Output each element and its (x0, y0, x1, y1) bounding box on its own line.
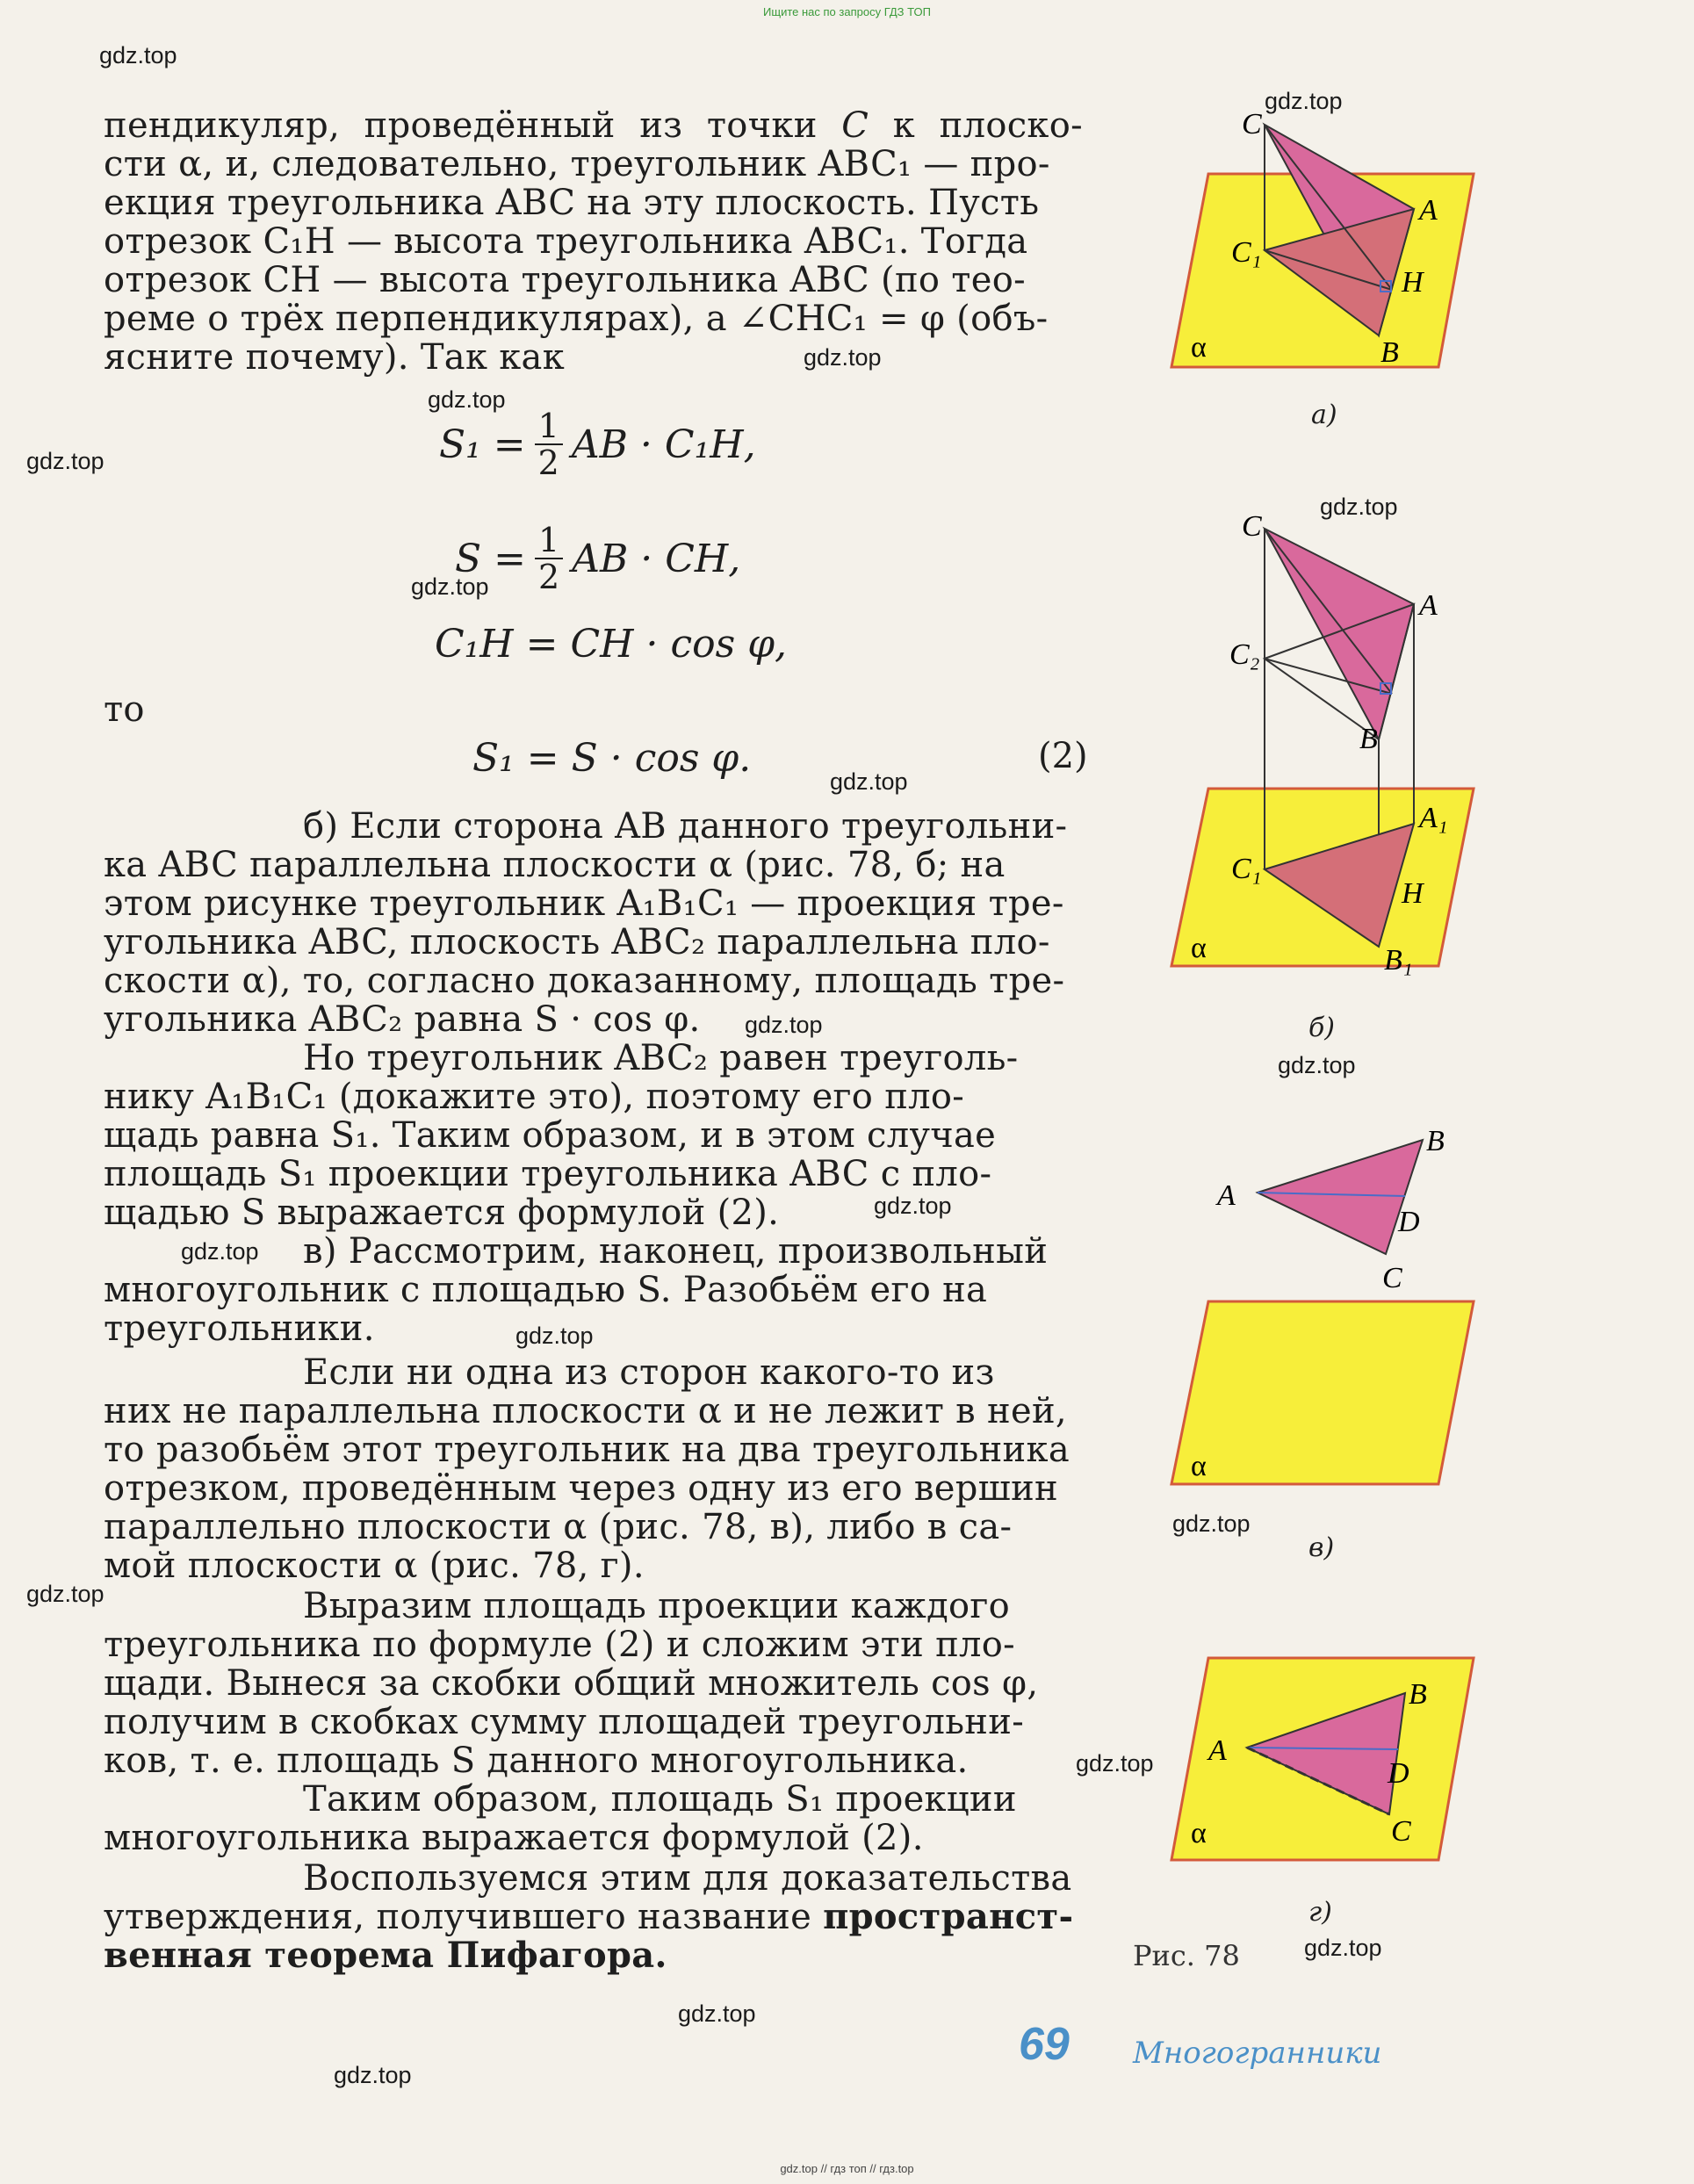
watermark: gdz.top (1076, 1750, 1154, 1777)
text-line: то разобьём этот треугольник на два треугольника (104, 1430, 1070, 1470)
text-line: Выразим площадь проекции каждого (303, 1586, 1011, 1626)
figure-b (1159, 509, 1484, 984)
label-A: A (1419, 589, 1438, 622)
label-C: C (1382, 1262, 1402, 1294)
text-line: треугольника по формуле (2) и сложим эти пло- (104, 1625, 1015, 1665)
text-line: Таким образом, площадь S₁ проекции (303, 1779, 1017, 1820)
text-line: Воспользуемся этим для доказательства (303, 1858, 1072, 1899)
watermark: gdz.top (830, 768, 908, 795)
text-line: сти α, и, следовательно, треугольник ABC₁ — про- (104, 144, 1050, 184)
label-B1: B₁ (1384, 944, 1413, 977)
text-line: угольника ABC₂ равна S · cos φ. (104, 999, 701, 1040)
watermark: gdz.top (1304, 1935, 1382, 1961)
figure-g (1159, 1642, 1484, 1888)
label-alpha: α (1191, 1450, 1207, 1482)
label-D: D (1388, 1757, 1409, 1790)
watermark: gdz.top (1278, 1052, 1356, 1078)
text-line: щадью S выражается формулой (2). (104, 1193, 780, 1233)
text-line: щадь равна S₁. Таким образом, и в этом случае (104, 1115, 997, 1156)
text-line: ясните почему). Так как (104, 337, 566, 378)
text-line: пендикуляр, проведённый из точки C к плоско- (104, 105, 1083, 146)
label-H: H (1402, 877, 1424, 910)
triangle-abc (1265, 529, 1414, 739)
watermark: gdz.top (1320, 494, 1398, 520)
label-C1: C₁ (1231, 853, 1262, 885)
text-line: параллельно плоскости α (рис. 78, в), либо в са- (104, 1507, 1013, 1547)
text-line: нику A₁B₁C₁ (докажите это), поэтому его пло- (104, 1077, 965, 1117)
plane-alpha (1171, 1301, 1474, 1484)
text-line: скости α), то, согласно доказанному, площадь тре- (104, 961, 1065, 1001)
label-alpha: α (1191, 932, 1207, 964)
label-C: C (1242, 108, 1262, 141)
text-line: Если ни одна из сторон какого-то из (303, 1352, 995, 1393)
text-line: в) Рассмотрим, наконец, произвольный (303, 1231, 1049, 1272)
caption-a: а) (1311, 400, 1337, 430)
text-line: угольника ABC, плоскость ABC₂ параллельна пло- (104, 922, 1050, 962)
watermark: gdz.top (745, 1012, 823, 1038)
watermark: gdz.top (334, 2062, 412, 2088)
watermark: gdz.top (99, 42, 177, 68)
text-line: ков, т. е. площадь S данного многоугольника. (104, 1741, 969, 1781)
label-H: H (1402, 266, 1424, 299)
watermark: gdz.top (26, 448, 105, 474)
label-alpha: α (1191, 331, 1207, 364)
watermark: gdz.top (1172, 1510, 1251, 1537)
text-line: реме о трёх перпендикулярах), а ∠CHC₁ = φ (объ- (104, 299, 1049, 339)
label-alpha: α (1191, 1817, 1207, 1849)
caption-b: б) (1308, 1013, 1336, 1043)
watermark: gdz.top (428, 386, 506, 413)
figure-a (1159, 105, 1484, 395)
bottom-note: gdz.top // гдз топ // гдз.top (780, 2162, 914, 2175)
watermark: gdz.top (804, 344, 882, 371)
label-C: C (1391, 1815, 1411, 1848)
text-line: екция треугольника ABC на эту плоскость. Пусть (104, 183, 1040, 223)
figure-v (1159, 1115, 1484, 1510)
watermark: gdz.top (874, 1193, 952, 1219)
text-line: треугольники. (104, 1308, 375, 1349)
label-A: A (1208, 1734, 1227, 1767)
text-line: многоугольник с площадью S. Разобьём его на (104, 1270, 988, 1310)
formula-2: S₁ = S · cos φ. (472, 736, 752, 781)
formula-number: (2) (1038, 736, 1088, 776)
text-line: многоугольника выражается формулой (2). (104, 1818, 924, 1858)
formula-c1h: C₁H = CH · cos φ, (435, 622, 788, 667)
label-A1: A₁ (1419, 802, 1448, 834)
section-title: Многогранники (1133, 2036, 1382, 2071)
text-line: этом рисунке треугольник A₁B₁C₁ — проекция тре- (104, 883, 1064, 924)
text-line: площадь S₁ проекции треугольника ABC с пло- (104, 1154, 992, 1194)
label-C: C (1242, 510, 1262, 543)
text-line: щади. Вынеся за скобки общий множитель cos φ, (104, 1663, 1039, 1704)
text-line: отрезок CH — высота треугольника ABC (по тео- (104, 260, 1026, 300)
label-C2: C₂ (1229, 638, 1260, 671)
formula-s: S = $\frac{1}{2}$ AB · CH, (455, 521, 741, 596)
text-line: утверждения, получившего название пространст- (104, 1896, 1074, 1937)
formula-s1: S₁ = $\frac{1}{2}$ AB · C₁H, (439, 407, 756, 482)
text-line: Но треугольник ABC₂ равен треуголь- (303, 1038, 1019, 1078)
caption-g: г) (1308, 1897, 1332, 1928)
label-B: B (1380, 336, 1399, 369)
text-line: б) Если сторона AB данного треугольни- (303, 806, 1068, 847)
figure-title: Рис. 78 (1133, 1939, 1240, 1972)
text-line: них не параллельна плоскости α и не лежит в ней, (104, 1391, 1067, 1431)
text-line: венная теорема Пифагора. (104, 1935, 667, 1976)
text-to: то (104, 689, 145, 730)
label-A: A (1419, 194, 1438, 227)
watermark: gdz.top (181, 1238, 259, 1265)
caption-v: в) (1308, 1532, 1335, 1563)
text-line: получим в скобках сумму площадей треугольни- (104, 1702, 1025, 1742)
watermark: gdz.top (1265, 88, 1343, 114)
page-number: 69 (1019, 2019, 1070, 2070)
label-A: A (1217, 1179, 1236, 1212)
label-D: D (1398, 1206, 1420, 1238)
watermark: gdz.top (515, 1323, 594, 1349)
watermark: gdz.top (678, 2000, 756, 2027)
label-C1: C₁ (1231, 236, 1262, 269)
watermark: gdz.top (26, 1581, 105, 1607)
label-B: B (1409, 1678, 1427, 1711)
label-B: B (1426, 1125, 1445, 1157)
label-B: B (1359, 723, 1378, 755)
watermark: gdz.top (411, 573, 489, 600)
top-note: Ищите нас по запросу ГДЗ ТОП (763, 5, 931, 18)
text-line: отрезок C₁H — высота треугольника ABC₁. Тогда (104, 221, 1028, 262)
text-line: мой плоскости α (рис. 78, г). (104, 1546, 645, 1586)
text-line: отрезком, проведённым через одну из его вершин (104, 1468, 1059, 1509)
text-line: ка ABC параллельна плоскости α (рис. 78, б; на (104, 845, 1006, 885)
